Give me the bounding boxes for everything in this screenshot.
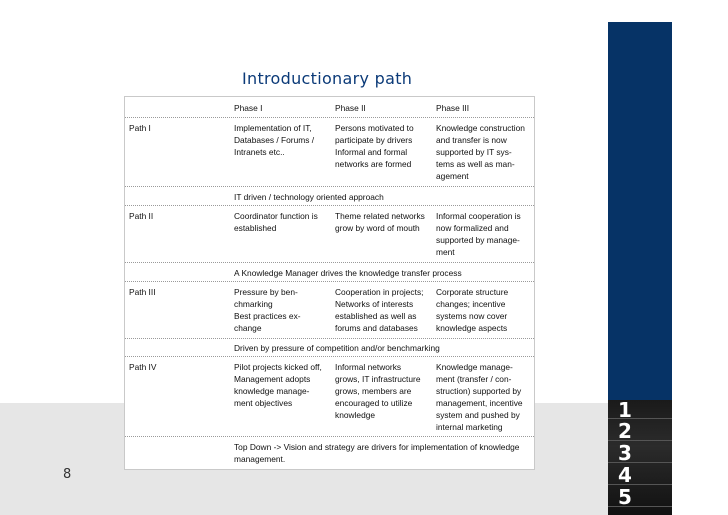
phase-cell-line: Theme related networks bbox=[335, 211, 425, 221]
phase-cell-line: participate by drivers bbox=[335, 135, 413, 145]
phase-cell-line: management, incentive bbox=[436, 398, 523, 408]
driver-text: A Knowledge Manager drives the knowledge transfer process bbox=[234, 268, 462, 278]
phase-cell-line: Knowledge construction bbox=[436, 123, 525, 133]
phase-cell-line: agement bbox=[436, 171, 469, 181]
phase-cell-line: grows, IT infrastructure bbox=[335, 374, 421, 384]
phase-cell-line: internal marketing bbox=[436, 422, 503, 432]
phase-cell-line: changes; incentive bbox=[436, 299, 506, 309]
phase-cell-line: and transfer is now bbox=[436, 135, 507, 145]
phase-cell-line: grows, members are bbox=[335, 386, 412, 396]
slide-title: Introductionary path bbox=[242, 69, 413, 88]
driver-text: Top Down -> Vision and strategy are drivers for implementation of knowledge bbox=[234, 442, 520, 452]
phase-cell-line: Informal and formal bbox=[335, 147, 408, 157]
number-1: 1 bbox=[618, 400, 632, 422]
phase-cell-line: system and pushed by bbox=[436, 410, 520, 420]
phase-cell-line: forums and databases bbox=[335, 323, 418, 333]
row-divider bbox=[125, 262, 534, 263]
phase-cell-line: knowledge manage- bbox=[234, 386, 310, 396]
row-divider bbox=[125, 356, 534, 357]
phase-cell-line: networks are formed bbox=[335, 159, 412, 169]
phase-cell-line: grow by word of mouth bbox=[335, 223, 420, 233]
phase-cell-line: Implementation of IT, bbox=[234, 123, 312, 133]
phase-cell-line: Cooperation in projects; bbox=[335, 287, 424, 297]
number-4: 4 bbox=[618, 463, 632, 487]
path-label: Path I bbox=[129, 123, 151, 133]
phase-cell-line: knowledge aspects bbox=[436, 323, 508, 333]
phase-cell-line: Informal cooperation is bbox=[436, 211, 521, 221]
row-divider bbox=[125, 281, 534, 282]
path-label: Path II bbox=[129, 211, 154, 221]
driver-text: IT driven / technology oriented approach bbox=[234, 192, 384, 202]
phase-cell-line: Pressure by ben- bbox=[234, 287, 298, 297]
phase-cell-line: established bbox=[234, 223, 277, 233]
header-phase-2: Phase II bbox=[335, 103, 366, 113]
phase-cell-line: Persons motivated to bbox=[335, 123, 414, 133]
phase-cell-line: Intranets etc.. bbox=[234, 147, 285, 157]
phase-cell-line: established as well as bbox=[335, 311, 417, 321]
numbers-graphic bbox=[608, 400, 672, 515]
row-divider bbox=[125, 205, 534, 206]
row-divider bbox=[125, 436, 534, 437]
phase-cell-line: struction) supported by bbox=[436, 386, 522, 396]
path-table bbox=[124, 96, 535, 470]
phase-cell-line: supported by IT sys- bbox=[436, 147, 512, 157]
phase-cell-line: chmarking bbox=[234, 299, 273, 309]
header-phase-1: Phase I bbox=[234, 103, 263, 113]
header-phase-3: Phase III bbox=[436, 103, 470, 113]
phase-cell-line: ment bbox=[436, 247, 455, 257]
phase-cell-line: ment objectives bbox=[234, 398, 293, 408]
number-2: 2 bbox=[618, 419, 632, 443]
path-label: Path IV bbox=[129, 362, 157, 372]
phase-cell-line: systems now cover bbox=[436, 311, 508, 321]
phase-cell-line: Management adopts bbox=[234, 374, 311, 384]
driver-text: Driven by pressure of competition and/or benchmarking bbox=[234, 343, 440, 353]
path-label: Path III bbox=[129, 287, 156, 297]
phase-cell-line: change bbox=[234, 323, 262, 333]
row-divider bbox=[125, 338, 534, 339]
phase-cell-line: tems as well as man- bbox=[436, 159, 515, 169]
number-3: 3 bbox=[618, 441, 632, 465]
phase-cell-line: Databases / Forums / bbox=[234, 135, 315, 145]
phase-cell-line: encouraged to utilize bbox=[335, 398, 413, 408]
phase-cell-line: supported by manage- bbox=[436, 235, 520, 245]
phase-cell-line: Corporate structure bbox=[436, 287, 509, 297]
phase-cell-line: ment (transfer / con- bbox=[436, 374, 512, 384]
phase-cell-line: now formalized and bbox=[436, 223, 509, 233]
number-5: 5 bbox=[618, 485, 632, 509]
driver-text: management. bbox=[234, 454, 286, 464]
phase-cell-line: Best practices ex- bbox=[234, 311, 301, 321]
phase-cell-line: knowledge bbox=[335, 410, 376, 420]
phase-cell-line: Networks of interests bbox=[335, 299, 414, 309]
row-divider bbox=[125, 117, 534, 118]
row-divider bbox=[125, 186, 534, 187]
phase-cell-line: Informal networks bbox=[335, 362, 402, 372]
phase-cell-line: Pilot projects kicked off, bbox=[234, 362, 322, 372]
phase-cell-line: Coordinator function is bbox=[234, 211, 318, 221]
page-number: 8 bbox=[63, 467, 72, 482]
phase-cell-line: Knowledge manage- bbox=[436, 362, 513, 372]
